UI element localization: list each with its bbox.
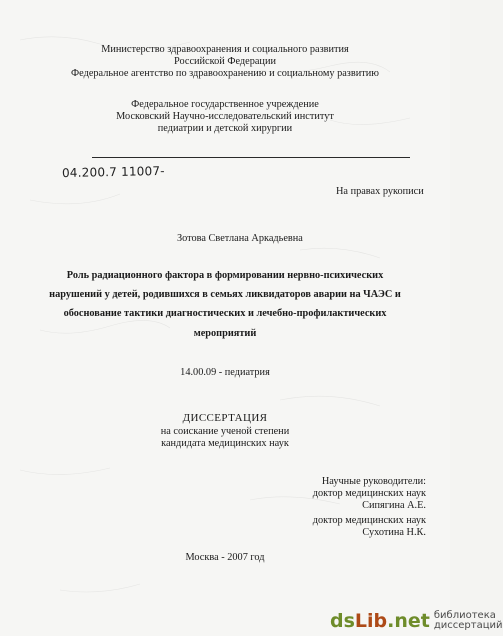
- dslib-watermark[interactable]: [330, 606, 503, 636]
- supervisor-degree-1: доктор медицинских наук: [312, 488, 426, 499]
- specialty-code: 14.00.09 - педиатрия: [180, 367, 270, 378]
- rights-notice: На правах рукописи: [336, 186, 424, 197]
- dslib-logo: dsLib.net: [330, 610, 430, 632]
- ministry-line-1: Министерство здравоохранения и социального развития: [101, 44, 349, 55]
- dissertation-heading: ДИССЕРТАЦИЯ: [182, 412, 268, 424]
- institution-line-1: Федеральное государственное учреждение: [131, 99, 319, 110]
- institution-line-2: Московский Научно-исследовательский институт: [116, 111, 334, 122]
- institution-line-3: педиатрии и детской хирургии: [157, 123, 293, 134]
- degree-line-2: кандидата медицинских наук: [161, 438, 289, 449]
- supervisors-heading: Научные руководители:: [321, 476, 426, 487]
- author-name: Зотова Светлана Аркадьевна: [177, 233, 303, 244]
- supervisor-name-1: Сипягина А.Е.: [362, 500, 426, 511]
- horizontal-rule: [92, 157, 410, 158]
- ministry-line-2: Российской Федерации: [174, 56, 276, 67]
- degree-line-1: на соискание ученой степени: [160, 426, 290, 437]
- supervisor-degree-2: доктор медицинских наук: [312, 515, 426, 526]
- title-line-3: обоснование тактики диагностических и лечебно-профилактических: [63, 308, 387, 319]
- title-line-4: мероприятий: [193, 328, 257, 339]
- title-line-2: нарушений у детей, родившихся в семьях ликвидаторов аварии на ЧАЭС и: [49, 289, 401, 300]
- supervisor-name-2: Сухотина Н.К.: [362, 527, 426, 538]
- city-year: Москва - 2007 год: [185, 552, 265, 563]
- title-line-1: Роль радиационного фактора в формировании нервно-психических: [66, 270, 384, 281]
- agency-line: Федеральное агентство по здравоохранению и социальному развитию: [71, 68, 379, 79]
- dslib-caption: библиотека диссертаций: [433, 610, 503, 631]
- handwritten-registry-number: 04.200.7 11007-: [61, 163, 165, 181]
